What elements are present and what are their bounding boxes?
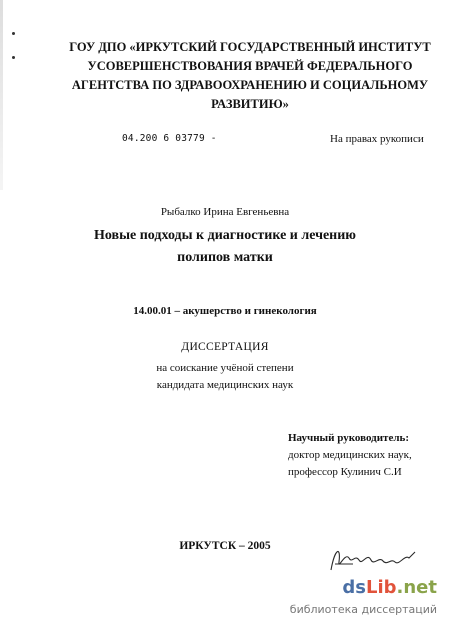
scan-speck — [12, 32, 15, 35]
logo-suffix: .net — [396, 577, 437, 598]
dslib-logo — [342, 577, 437, 598]
manuscript-rights-note: На правах рукописи — [330, 133, 424, 145]
advisor-line: доктор медицинских наук, — [288, 449, 412, 461]
degree-line: на соискание учёной степени — [156, 362, 294, 374]
dslib-tagline: библиотека диссертаций — [289, 603, 437, 616]
organization-line: УСОВЕРШЕНСТВОВАНИЯ ВРАЧЕЙ ФЕДЕРАЛЬНОГО — [87, 59, 413, 73]
degree-line: кандидата медицинских наук — [156, 379, 294, 391]
city-year: ИРКУТСК – 2005 — [179, 540, 271, 552]
scan-edge-shadow — [0, 0, 3, 190]
author-name: Рыбалко Ирина Евгеньевна — [160, 206, 290, 218]
document-type: ДИССЕРТАЦИЯ — [181, 341, 269, 353]
registration-stamp: 04.200 6 03779 - — [122, 133, 217, 144]
advisor-heading: Научный руководитель: — [288, 432, 409, 444]
dslib-watermark — [265, 577, 445, 623]
organization-line: РАЗВИТИЮ» — [211, 97, 289, 111]
scientific-advisor — [288, 430, 412, 481]
specialty-code: 14.00.01 – акушерство и гинекология — [133, 305, 317, 317]
handwritten-signature — [325, 540, 420, 580]
organization-line: АГЕНТСТВА ПО ЗДРАВООХРАНЕНИЮ И СОЦИАЛЬНОМУ — [71, 78, 429, 92]
degree-statement — [0, 360, 450, 394]
dissertation-title — [0, 225, 450, 269]
organization-line: ГОУ ДПО «ИРКУТСКИЙ ГОСУДАРСТВЕННЫЙ ИНСТИТУТ — [69, 40, 431, 54]
logo-main: Lib — [366, 577, 397, 598]
advisor-line: профессор Кулинич С.И — [288, 466, 402, 478]
organization-header — [60, 38, 440, 114]
title-line: Новые подходы к диагностике и лечению — [93, 228, 357, 243]
scan-speck — [12, 56, 15, 59]
title-line: полипов матки — [177, 250, 273, 265]
logo-prefix: ds — [342, 577, 366, 598]
